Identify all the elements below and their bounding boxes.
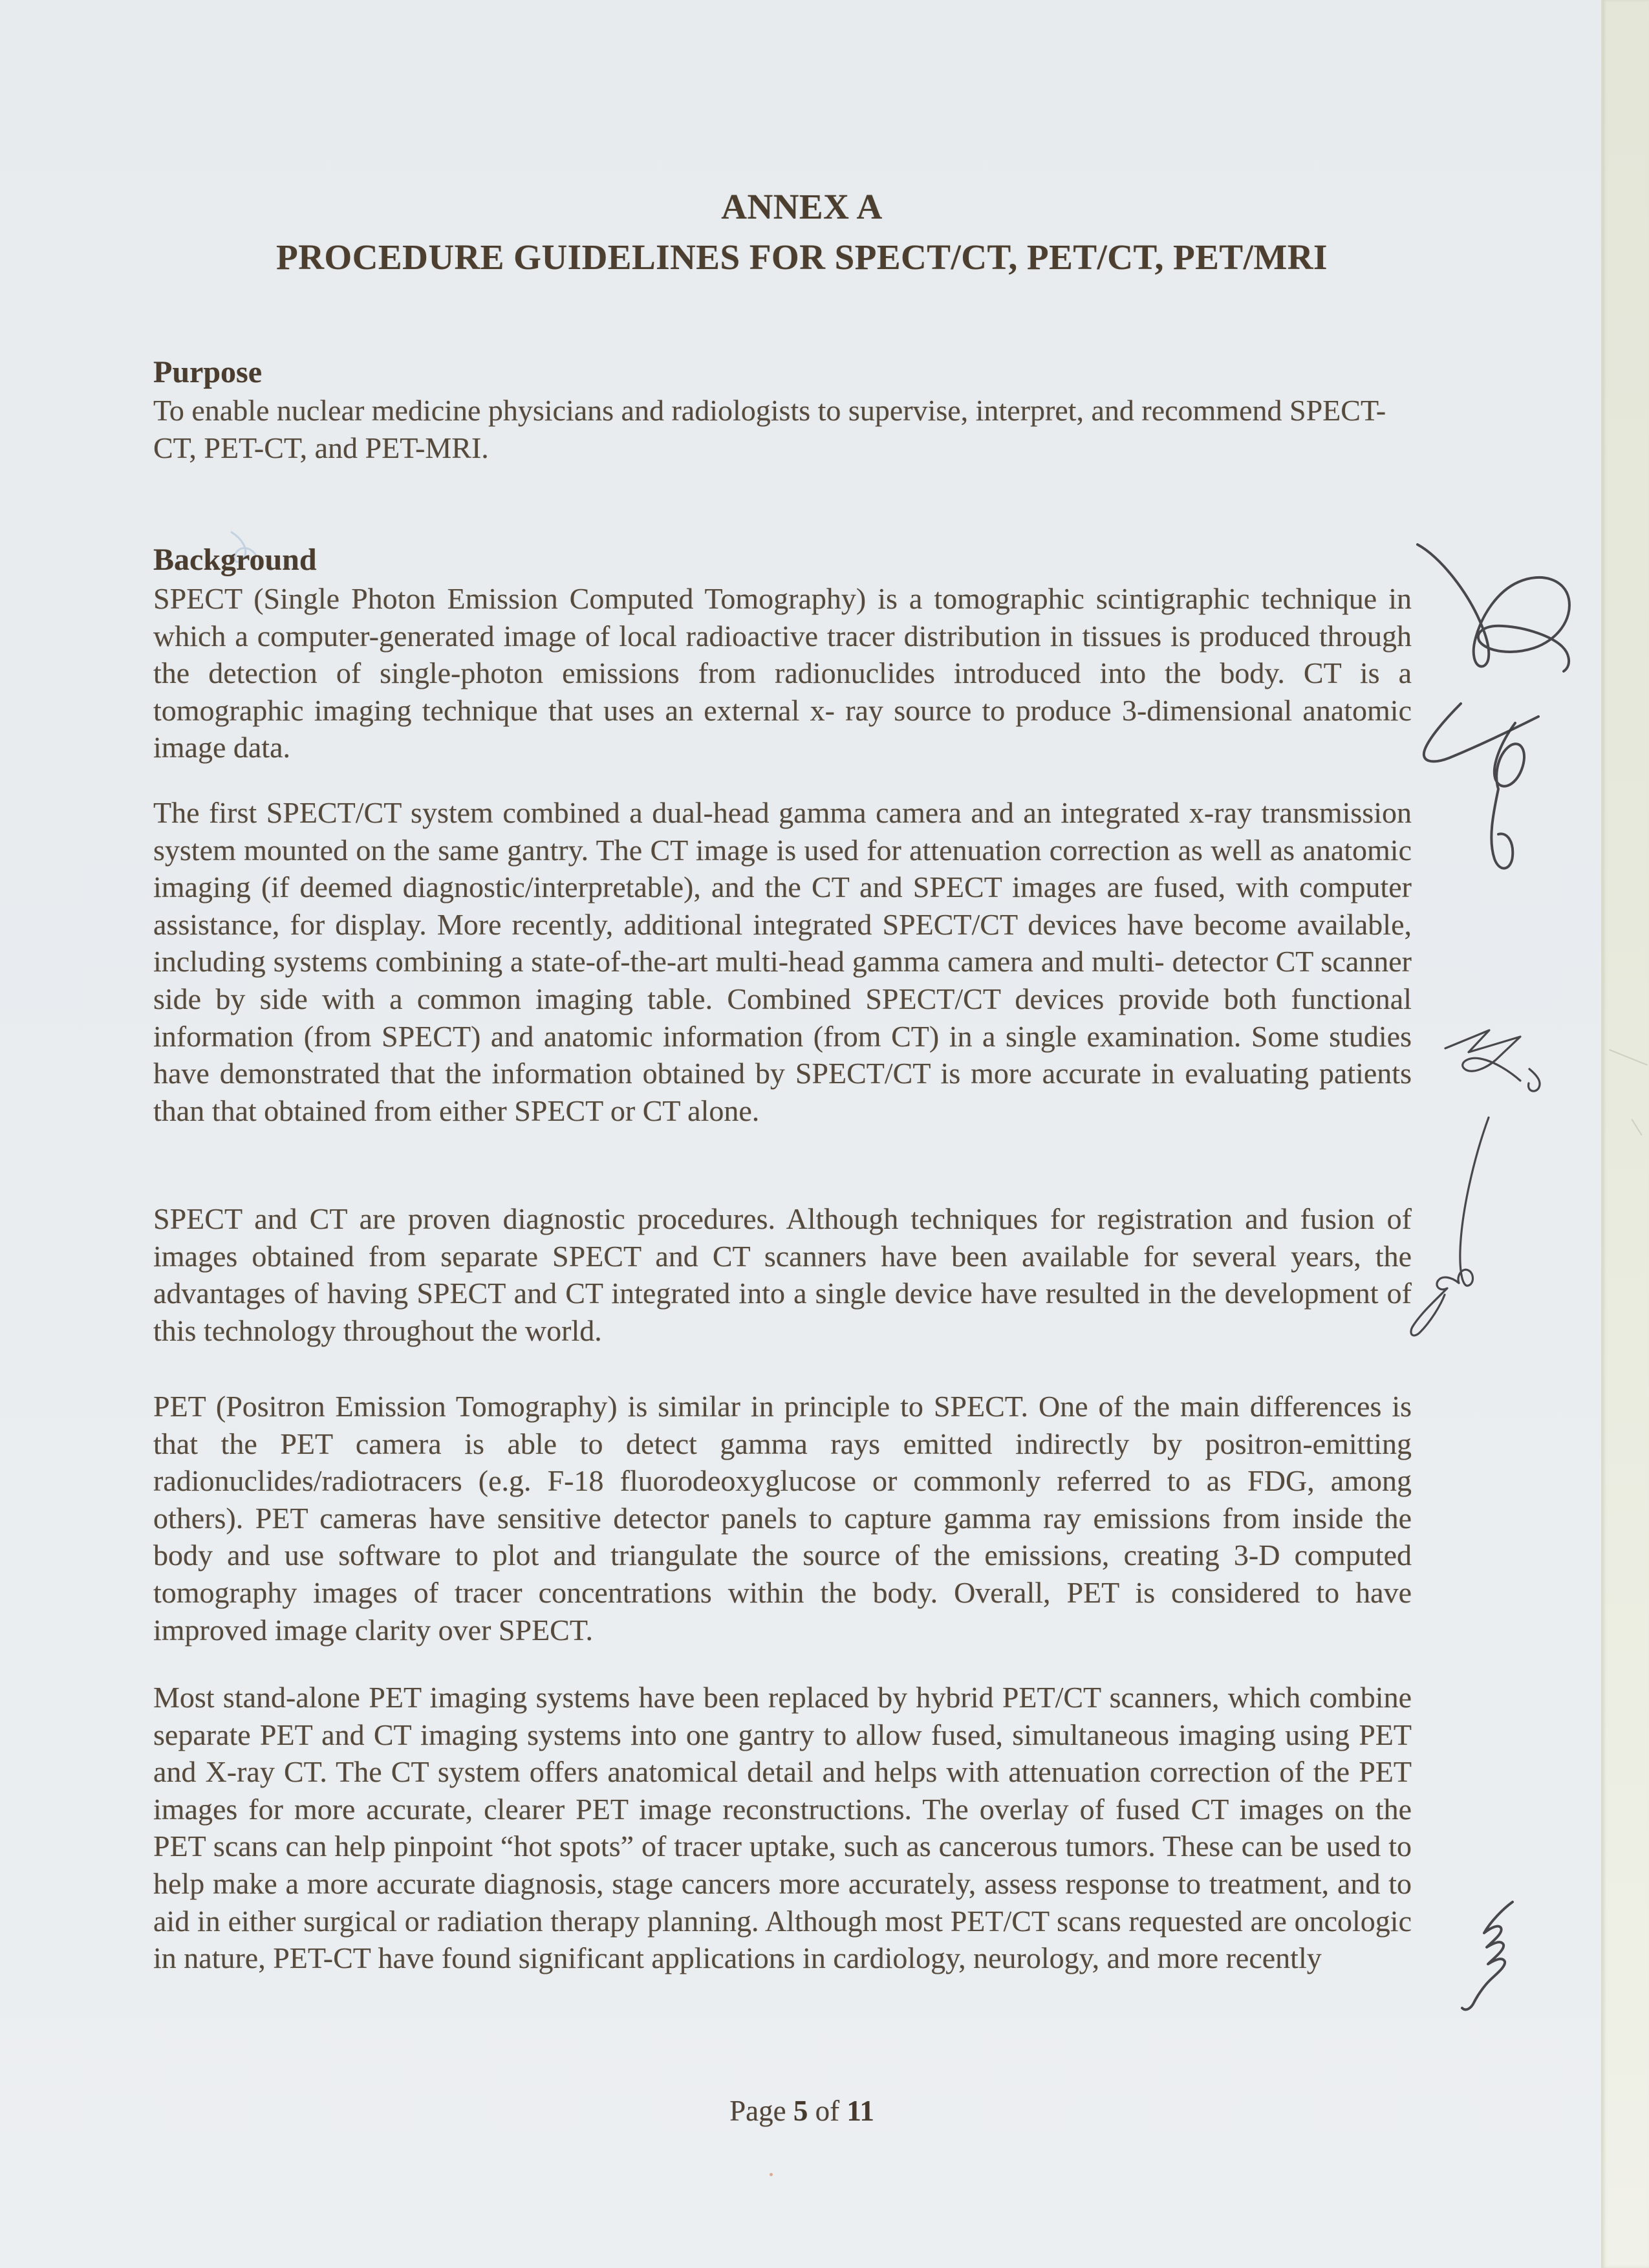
footer-word-page: Page <box>729 2095 786 2127</box>
document-subtitle: PROCEDURE GUIDELINES FOR SPECT/CT, PET/CT, PET/MRI <box>276 237 1328 277</box>
background-paragraph-4: PET (Positron Emission Tomography) is similar in principle to SPECT. One of the main differences is that the PET camera is able to detect gamma rays emitted indirectly by positron-emitting radionuclides/radiotracers (e.g. F-18 fluorodeoxyglucose or commonly referred to as FDG, among others). PET cameras have sensitive detector panels to capture gamma ray emissions from inside the body and use software to plot and triangulate the source of the emissions, creating 3-D computed tomography images of tracer concentrations within the body. Overall, PET is considered to have improved image clarity over SPECT. <box>153 1390 1412 1647</box>
handwritten-signature-5 <box>1450 1897 1522 2016</box>
document-title: ANNEX A <box>721 187 883 226</box>
section-heading-background: Background <box>153 543 317 577</box>
handwritten-signature-1 <box>1415 542 1573 678</box>
background-paragraph-5: Most stand-alone PET imaging systems have been replaced by hybrid PET/CT scanners, which combine separate PET and CT imaging systems into one gantry to allow fused, simultaneous imaging using PET and X-ray CT. The CT system offers anatomical detail and helps with attenuation correction of the PET images for more accurate, clearer PET image reconstructions. The overlay of fused CT images on the PET scans can help pinpoint “hot spots” of tracer uptake, such as cancerous tumors. These can be used to help make a more accurate diagnosis, stage cancers more accurately, assess response to treatment, and to aid in either surgical or radiation therapy planning. Although most PET/CT scans requested are oncologic in nature, PET-CT have found significant applications in cardiology, neurology, and more recently <box>153 1681 1412 1975</box>
footer-page-number: 5 <box>793 2095 808 2127</box>
footer-word-of: of <box>815 2095 840 2127</box>
background-paragraph-2: The first SPECT/CT system combined a dual-head gamma camera and an integrated x-ray transmission system mounted on the same gantry. The CT image is used for attenuation correction as well as anatomic imaging (if deemed diagnostic/interpretable), and the CT and SPECT images are fused, with computer assistance, for display. More recently, additional integrated SPECT/CT devices have become available, including systems combining a state-of-the-art multi-head gamma camera and multi- detector CT scanner side by side with a common imaging table. Combined SPECT/CT devices provide both functional information (from SPECT) and anatomic information (from CT) in a single examination. Some studies have demonstrated that the information obtained by SPECT/CT is more accurate in evaluating patients than that obtained from either SPECT or CT alone. <box>153 796 1412 1127</box>
background-paragraph-3: SPECT and CT are proven diagnostic procedures. Although techniques for registration and fusion of images obtained from separate SPECT and CT scanners have been available for several years, the advantages of having SPECT and CT integrated into a single device have resulted in the development of this technology throughout the world. <box>153 1202 1412 1347</box>
background-paragraph-1: SPECT (Single Photon Emission Computed Tomography) is a tomographic scintigraphic technique in which a computer-generated image of local radioactive tracer distribution in tissues is produced through the detection of single-photon emissions from radionuclides introduced into the body. CT is a tomographic imaging technique that uses an external x- ray source to produce 3-dimensional anatomic image data. <box>153 582 1412 764</box>
page-number-footer <box>0 2094 1604 2128</box>
paper-speck <box>770 2173 773 2176</box>
footer-total-pages: 11 <box>846 2095 874 2127</box>
handwritten-signature-2 <box>1418 697 1557 881</box>
handwritten-signature-4 <box>1402 1114 1493 1340</box>
section-heading-purpose: Purpose <box>153 355 262 389</box>
purpose-paragraph: To enable nuclear medicine physicians and radiologists to supervise, interpret, and recommend SPECT-CT, PET-CT, and PET-MRI. <box>153 394 1386 464</box>
handwritten-signature-3 <box>1431 1024 1564 1121</box>
